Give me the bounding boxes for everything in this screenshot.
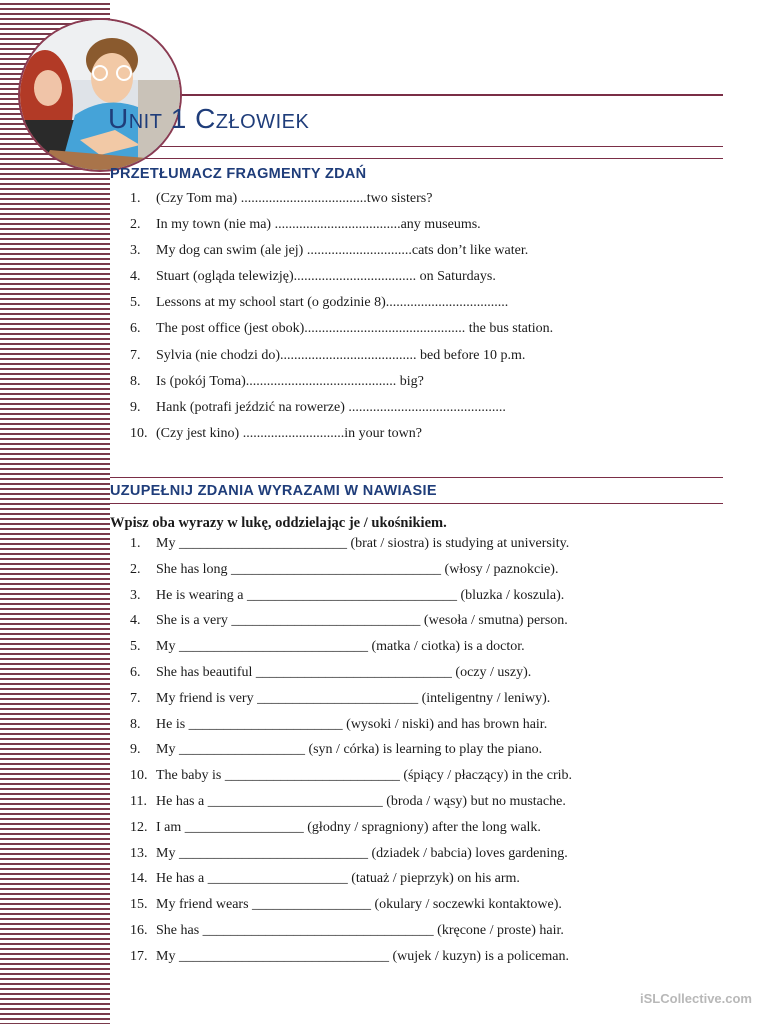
list-item: 5. My ___________________________ (matka / ciotka) is a doctor. — [130, 639, 525, 655]
list-item: 10. (Czy jest kino) .............................in your town? — [130, 425, 422, 441]
list-item: 7. My friend is very _______________________ (inteligentny / leniwy). — [130, 690, 551, 706]
list-item: 11. He has a _________________________ (broda / wąsy) but no mustache. — [130, 793, 566, 809]
list-item: 4. She is a very ___________________________ (wesoła / smutna) person. — [130, 613, 568, 629]
list-item: 6. She has beautiful ____________________________ (oczy / uszy). — [130, 664, 532, 680]
watermark: iSLCollective.com — [640, 991, 752, 1006]
section2-bottom-rule — [110, 503, 723, 504]
list-item: 12. I am _________________ (głodny / spragniony) after the long walk. — [130, 819, 541, 835]
list-item: 8. Is (pokój Toma)........................................... big? — [130, 373, 424, 389]
list-item: 6. The post office (jest obok).............................................. the bus station. — [130, 321, 554, 337]
section1-top-rule — [110, 158, 723, 159]
students-illustration — [20, 20, 180, 170]
list-item: 3. My dog can swim (ale jej) ..............................cats don’t like water. — [130, 243, 529, 259]
section2-heading: UZUPEŁNIJ ZDANIA WYRAZAMI W NAWIASIE — [110, 483, 437, 499]
section2-instruction: Wpisz oba wyrazy w lukę, oddzielając je / ukośnikiem. — [110, 515, 447, 531]
list-item: 3. He is wearing a ______________________________ (bluzka / koszula). — [130, 587, 565, 603]
header-bottom-rule — [110, 146, 723, 147]
list-item: 9. My __________________ (syn / córka) is learning to play the piano. — [130, 742, 543, 758]
list-item: 8. He is ______________________ (wysoki / niski) and has brown hair. — [130, 716, 548, 732]
list-item: 1. My ________________________ (brat / siostra) is studying at university. — [130, 536, 570, 551]
list-item: 2. In my town (nie ma) ....................................any museums. — [130, 217, 481, 233]
section2-top-rule — [110, 477, 723, 478]
list-item: 16. She has _________________________________ (kręcone / proste) hair. — [130, 922, 564, 938]
list-item: 4. Stuart (ogląda telewizję)................................... on Saturdays. — [130, 269, 496, 285]
header-top-rule — [110, 94, 723, 96]
list-item: 17. My ______________________________ (wujek / kuzyn) is a policeman. — [130, 948, 569, 964]
fill-in-exercise-list — [130, 535, 572, 974]
list-item: 10. The baby is _________________________ (śpiący / płaczący) in the crib. — [130, 768, 573, 784]
page-title: Unit 1 Człowiek — [108, 103, 310, 134]
header-photo — [18, 18, 182, 172]
list-item: 9. Hank (potrafi jeździć na rowerze) ............................................. — [130, 399, 506, 415]
list-item: 14. He has a ____________________ (tatuaż / pieprzyk) on his arm. — [130, 871, 520, 887]
translation-exercise-list — [130, 190, 553, 451]
list-item: 5. Lessons at my school start (o godzinie 8)................................... — [130, 295, 509, 311]
list-item: 2. She has long ______________________________ (włosy / paznokcie). — [130, 561, 559, 577]
list-item: 13. My ___________________________ (dziadek / babcia) loves gardening. — [130, 845, 568, 861]
list-item: 7. Sylvia (nie chodzi do)....................................... bed before 10 p.m. — [130, 347, 526, 363]
section1-heading: PRZETŁUMACZ FRAGMENTY ZDAŃ — [110, 166, 367, 182]
list-item: 15. My friend wears _________________ (okulary / soczewki kontaktowe). — [130, 897, 562, 913]
list-item: 1. (Czy Tom ma) ....................................two sisters? — [130, 191, 433, 206]
